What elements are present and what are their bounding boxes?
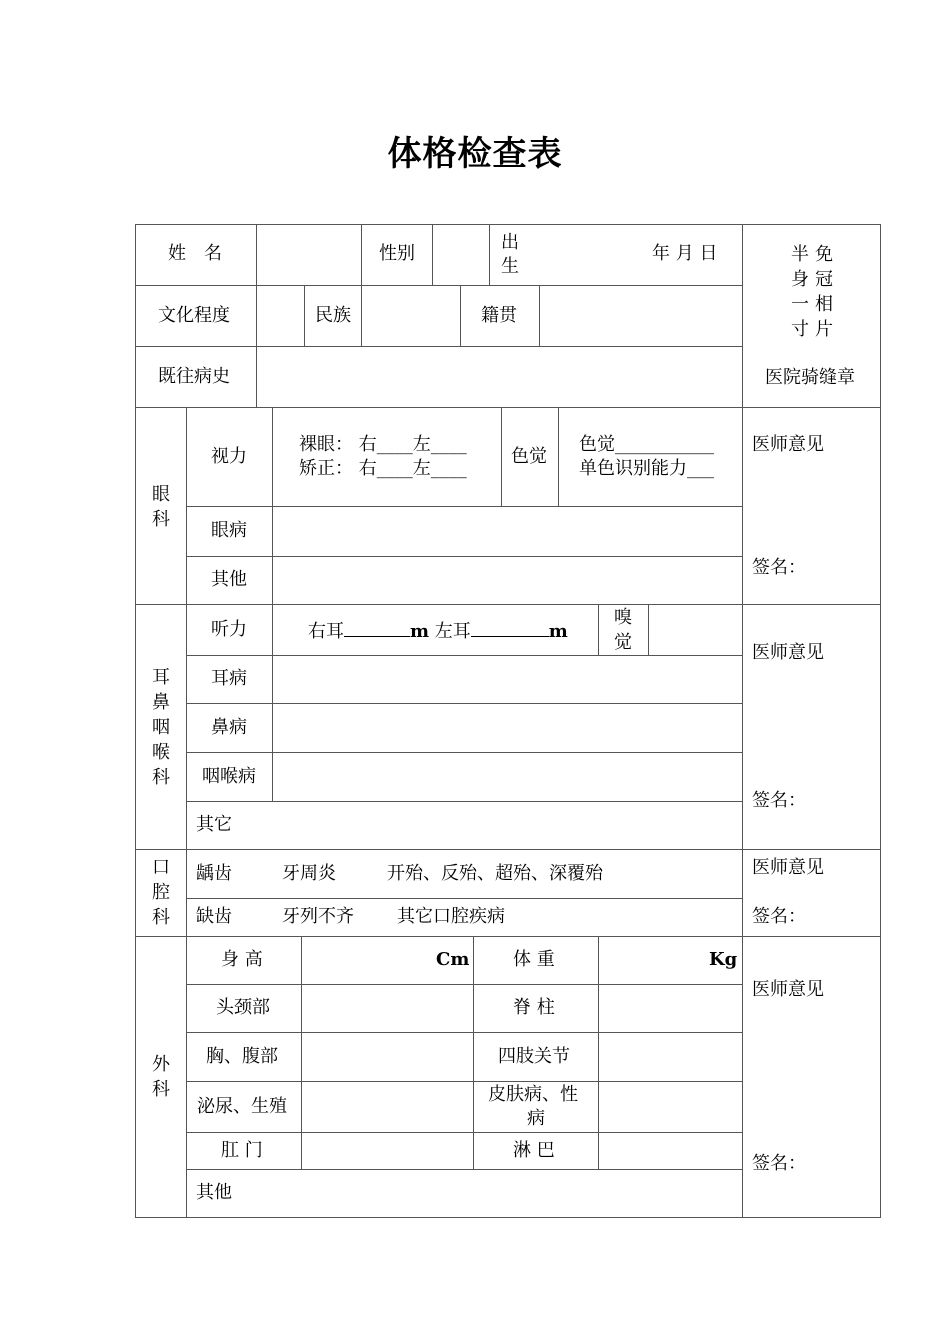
row-divider (186, 984, 742, 985)
section-divider (135, 936, 881, 937)
section-divider (135, 849, 881, 850)
gender-label: 性别 (379, 243, 415, 264)
caries-label: 龋齿 (196, 863, 232, 884)
skin-std-label-2: 病 (527, 1108, 545, 1129)
ent-dept-label: 耳鼻咽喉科 (152, 667, 170, 788)
row-divider (186, 506, 742, 507)
ent-signature: 签名： (752, 790, 806, 811)
other-oral-disease-label: 其它口腔疾病 (397, 906, 505, 927)
oral-signature: 签名： (752, 906, 806, 927)
throat-disease-label: 咽喉病 (202, 766, 256, 787)
col-divider (301, 936, 302, 1169)
limbs-joints-label: 四肢关节 (498, 1046, 570, 1067)
eye-disease-label: 眼病 (211, 520, 247, 541)
page-title: 体格检查表 (387, 134, 563, 174)
col-divider (648, 604, 649, 655)
nose-disease-label: 鼻病 (211, 717, 247, 738)
right-ear-unit: m (410, 621, 430, 642)
col-divider (460, 285, 461, 346)
skin-std-label-1: 皮肤病、性 (488, 1084, 578, 1105)
right-ear-label: 右耳 (308, 621, 344, 642)
ent-other-label: 其它 (196, 814, 232, 835)
col-divider (473, 936, 474, 1169)
head-neck-label: 头颈部 (216, 997, 270, 1018)
section-divider (135, 604, 881, 605)
row-divider (186, 1169, 742, 1170)
ear-disease-label: 耳病 (211, 668, 247, 689)
row-divider (186, 655, 742, 656)
col-divider (432, 224, 433, 285)
col-divider (598, 936, 599, 1169)
col-divider (489, 224, 490, 285)
row-divider (186, 1081, 742, 1082)
color-label: 色觉 (511, 446, 547, 467)
row-divider (186, 898, 742, 899)
oral-dept-label: 口腔科 (152, 857, 170, 928)
section-divider (135, 407, 881, 408)
color-sense: 色觉___________ (579, 434, 714, 455)
ethnicity-label: 民族 (315, 305, 351, 326)
ent-doctor-opinion: 医师意见 (752, 642, 824, 663)
height-unit: Cm (436, 949, 470, 970)
occlusion-label: 开殆、反殆、超殆、深覆殆 (387, 863, 603, 884)
anus-label: 肛 门 (221, 1140, 263, 1161)
missing-teeth-label: 缺齿 (196, 906, 232, 927)
left-ear-unit: m (548, 621, 568, 642)
smell-label: 嗅觉 (614, 607, 632, 653)
row-divider (135, 346, 742, 347)
hearing-label: 听力 (211, 619, 247, 640)
eye-signature: 签名： (752, 557, 806, 578)
chest-abdomen-label: 胸、腹部 (206, 1046, 278, 1067)
col-divider (186, 407, 187, 1218)
col-divider (501, 407, 502, 506)
col-divider (361, 285, 362, 346)
left-ear-blank[interactable] (471, 618, 549, 637)
naked-eye-vision: 裸眼： 右____左____ (299, 434, 467, 455)
row-divider (186, 1132, 742, 1133)
weight-unit: Kg (709, 949, 738, 970)
education-label: 文化程度 (158, 305, 230, 326)
surgery-signature: 签名： (752, 1153, 806, 1174)
col-divider (272, 407, 273, 604)
birth-date: 年 月 日 (652, 243, 718, 264)
height-label: 身 高 (221, 949, 263, 970)
surgery-doctor-opinion: 医师意见 (752, 979, 824, 1000)
row-divider (186, 556, 742, 557)
left-ear-label: 左耳 (434, 621, 471, 642)
eye-other-label: 其他 (211, 569, 247, 590)
eye-doctor-opinion: 医师意见 (752, 434, 824, 455)
col-divider (272, 604, 273, 801)
col-divider (742, 224, 743, 1218)
col-divider (256, 224, 257, 407)
oral-doctor-opinion: 医师意见 (752, 857, 824, 878)
row-divider (186, 801, 742, 802)
surgery-other-label: 其他 (196, 1182, 232, 1203)
row-divider (186, 752, 742, 753)
col-divider (539, 285, 540, 346)
row-divider (186, 703, 742, 704)
hospital-seal-label: 医院骑缝章 (765, 367, 855, 388)
spine-label: 脊 柱 (513, 997, 555, 1018)
photo-note-col1: 半身一寸 (791, 244, 809, 340)
name-label: 姓 名 (168, 243, 222, 264)
hearing-values (308, 618, 568, 644)
col-divider (361, 224, 362, 285)
lymph-label: 淋 巴 (513, 1140, 555, 1161)
col-divider (598, 604, 599, 655)
col-divider (304, 285, 305, 346)
right-ear-blank[interactable] (344, 618, 410, 637)
corrected-vision: 矫正： 右____左____ (299, 458, 467, 479)
col-divider (558, 407, 559, 506)
mono-color-ability: 单色识别能力___ (579, 458, 714, 479)
native-place-label: 籍贯 (481, 305, 517, 326)
eye-dept-label: 眼科 (152, 484, 170, 530)
vision-label: 视力 (211, 446, 247, 467)
row-divider (186, 1032, 742, 1033)
photo-note-col2: 免冠相片 (815, 244, 833, 340)
medical-history-label: 既往病史 (158, 366, 230, 387)
irregular-teeth-label: 牙列不齐 (282, 906, 354, 927)
periodontitis-label: 牙周炎 (282, 863, 336, 884)
urogenital-label: 泌尿、生殖 (197, 1096, 287, 1117)
weight-label: 体 重 (513, 949, 555, 970)
birth-label-bottom: 生 (501, 256, 519, 277)
row-divider (135, 285, 742, 286)
surgery-dept-label: 外科 (152, 1054, 170, 1100)
birth-label-top: 出 (501, 232, 519, 253)
